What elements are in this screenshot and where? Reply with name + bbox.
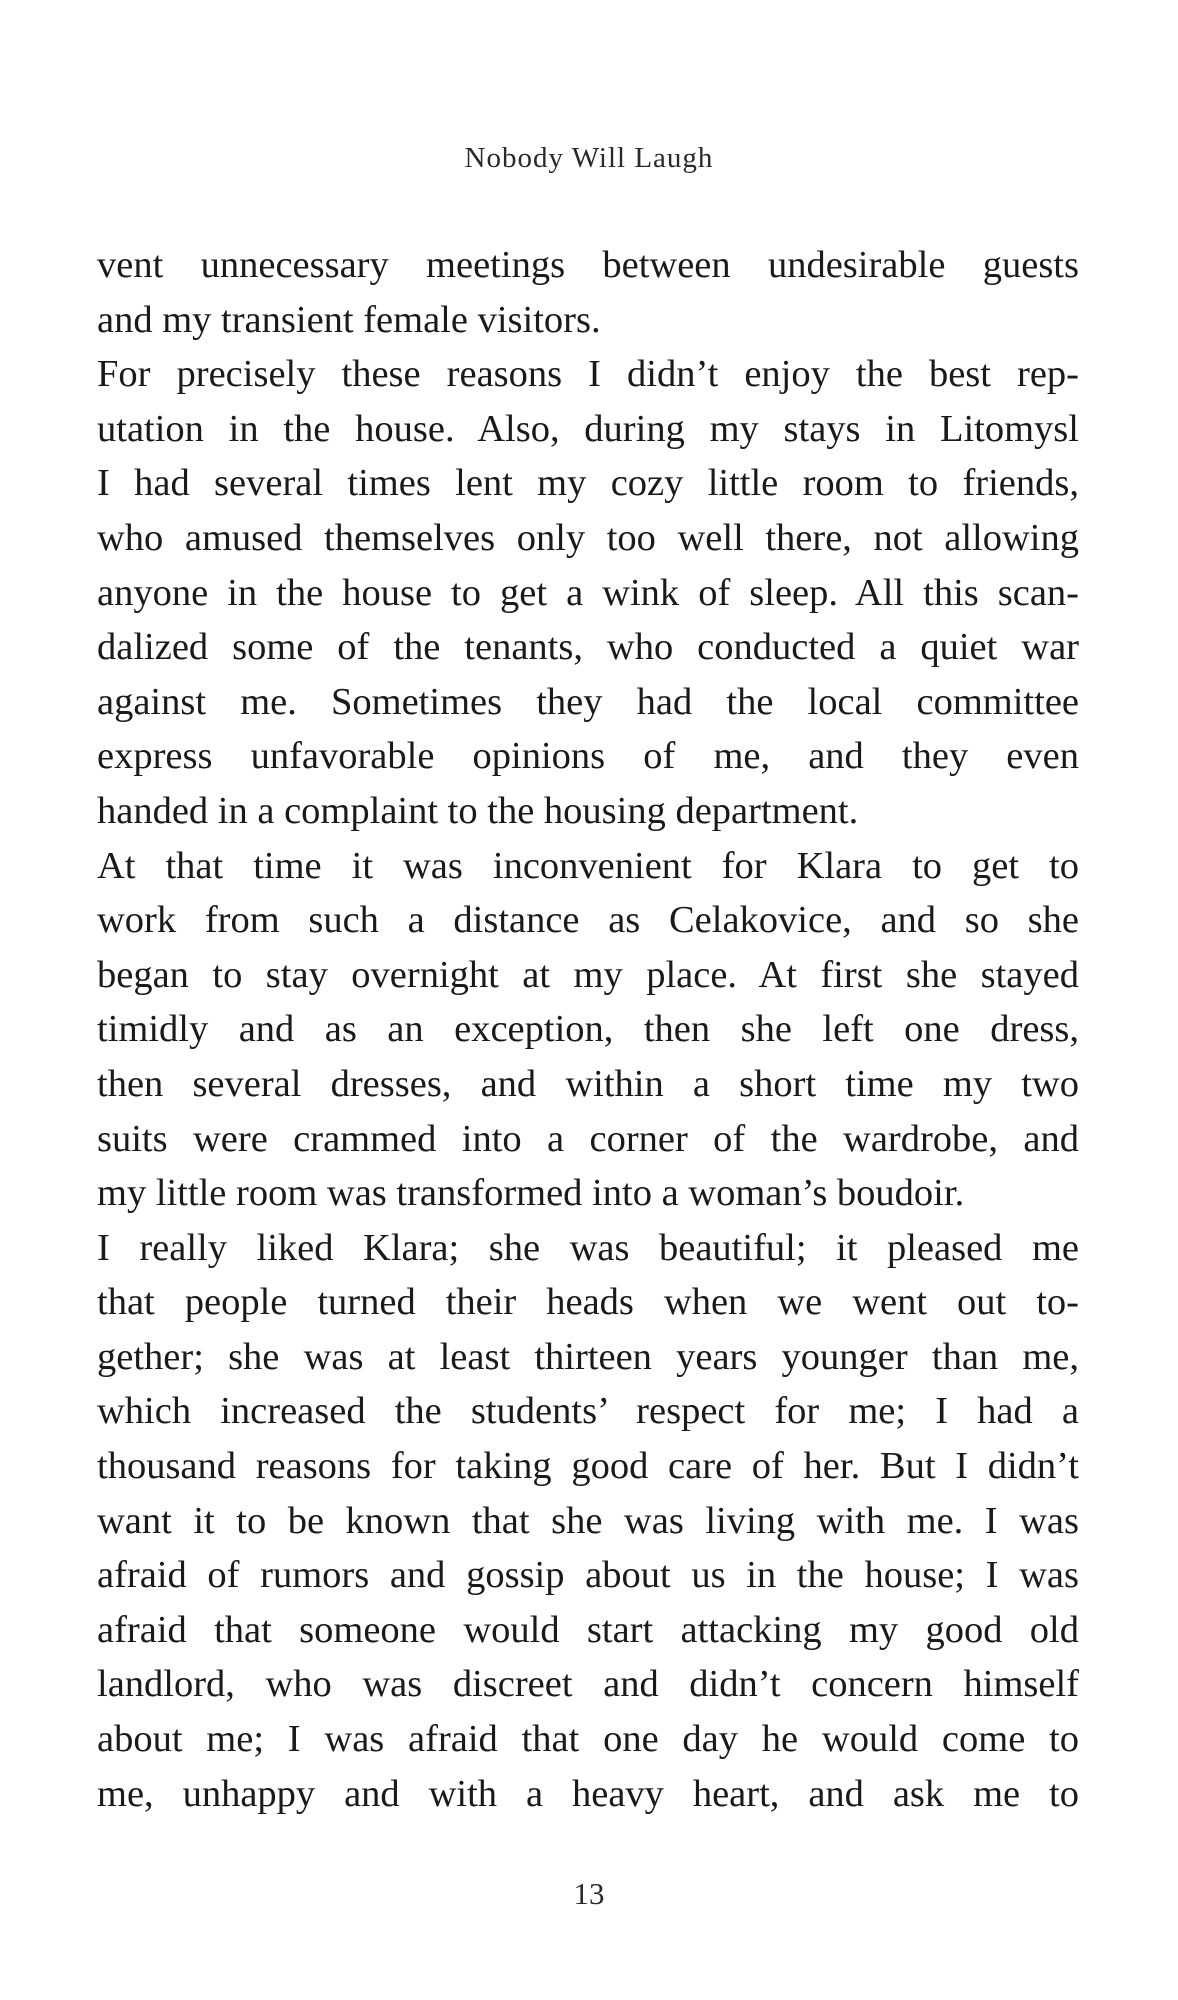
text-line: I really liked Klara; she was beautiful; it pleased me — [97, 1226, 1079, 1269]
text-line: my little room was transformed into a woman’s boudoir. — [97, 1172, 965, 1215]
text-line: afraid of rumors and gossip about us in the house; I was — [97, 1554, 1079, 1597]
text-line: suits were crammed into a corner of the wardrobe, and — [97, 1117, 1079, 1160]
text-line: me, unhappy and with a heavy heart, and ask me to — [97, 1772, 1079, 1815]
running-head: Nobody Will Laugh — [464, 142, 714, 174]
text-line: then several dresses, and within a short time my two — [97, 1062, 1079, 1105]
text-line: timidly and as an exception, then she left one dress, — [97, 1008, 1079, 1051]
text-line: want it to be known that she was living with me. I was — [97, 1499, 1079, 1542]
page-number: 13 — [573, 1876, 605, 1911]
text-line: gether; she was at least thirteen years younger than me, — [97, 1335, 1079, 1378]
text-line: who amused themselves only too well there, not allowing — [97, 516, 1079, 559]
text-line: thousand reasons for taking good care of her. But I didn’t — [97, 1445, 1079, 1488]
text-line: and my transient female visitors. — [97, 298, 601, 341]
text-line: utation in the house. Also, during my stays in Litomysl — [97, 407, 1079, 450]
text-line: vent unnecessary meetings between undesirable guests — [97, 244, 1079, 286]
text-line: handed in a complaint to the housing department. — [97, 789, 859, 832]
text-line: express unfavorable opinions of me, and they even — [97, 735, 1079, 778]
text-line: afraid that someone would start attacking my good old — [97, 1608, 1079, 1651]
text-line: about me; I was afraid that one day he would come to — [97, 1718, 1079, 1761]
body-text — [97, 238, 1079, 1821]
text-line: anyone in the house to get a wink of sleep. All this scan- — [97, 571, 1079, 614]
text-line: dalized some of the tenants, who conducted a quiet war — [97, 626, 1079, 669]
text-line: I had several times lent my cozy little room to friends, — [97, 462, 1079, 505]
text-line: landlord, who was discreet and didn’t concern himself — [97, 1663, 1079, 1706]
text-line: For precisely these reasons I didn’t enjoy the best rep- — [97, 353, 1079, 396]
text-line: against me. Sometimes they had the local committee — [97, 680, 1079, 723]
text-line: At that time it was inconvenient for Klara to get to — [97, 844, 1079, 887]
text-line: which increased the students’ respect for me; I had a — [97, 1390, 1079, 1433]
text-line: began to stay overnight at my place. At first she stayed — [97, 953, 1079, 996]
text-line: that people turned their heads when we went out to- — [97, 1281, 1079, 1324]
text-line: work from such a distance as Celakovice, and so she — [97, 899, 1079, 942]
